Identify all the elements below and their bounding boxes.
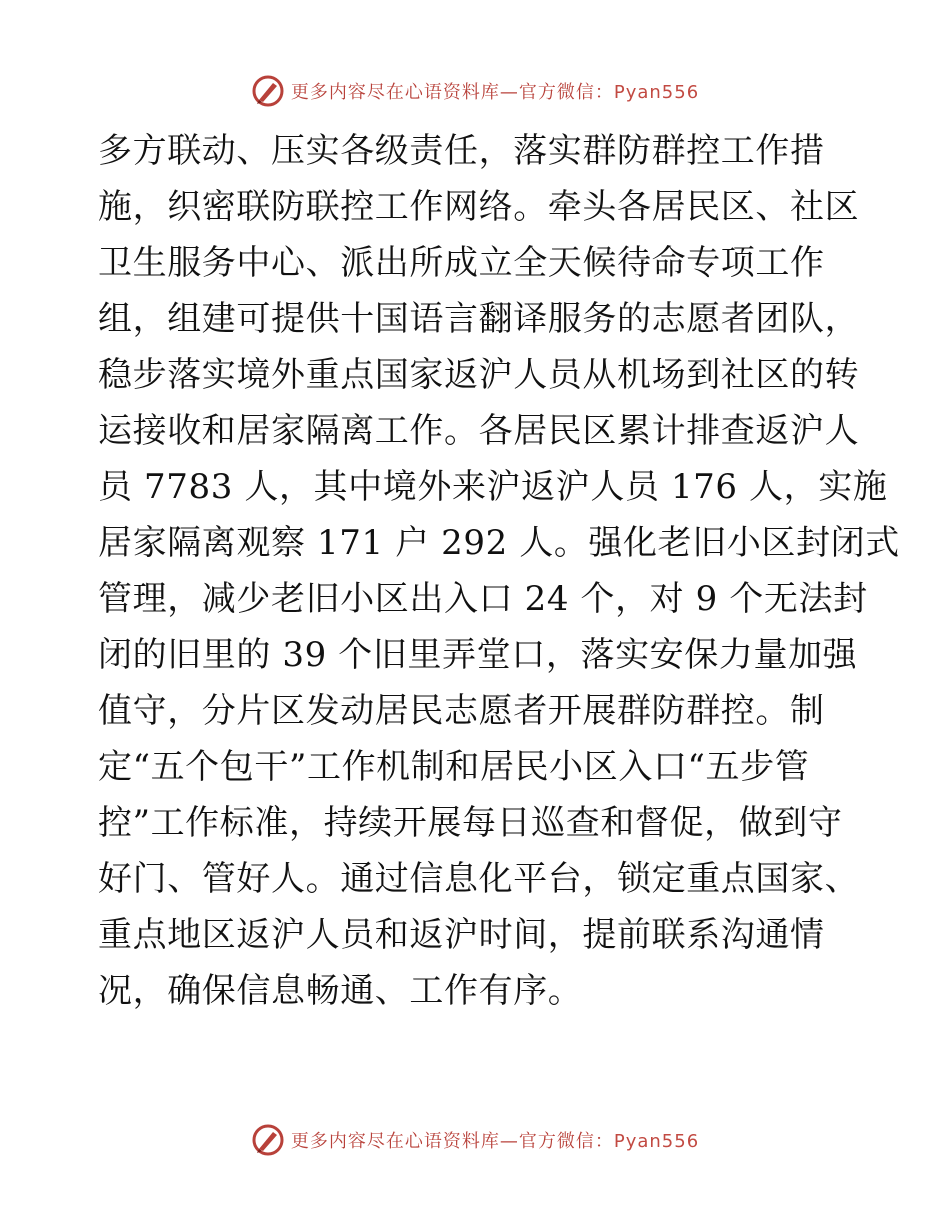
body-line: 多方联动、压实各级责任，落实群防群控工作措 [98, 131, 825, 171]
body-line: 定“五个包干”工作机制和居民小区入口“五步管 [98, 747, 810, 787]
body-line: 管理，减少老旧小区出入口 24 个，对 9 个无法封 [98, 579, 868, 619]
body-line: 卫生服务中心、派出所成立全天候待命专项工作 [98, 243, 825, 283]
body-line: 好门、管好人。通过信息化平台，锁定重点国家、 [98, 859, 860, 899]
pen-logo-icon [251, 1123, 285, 1157]
body-line: 运接收和居家隔离工作。各居民区累计排查返沪人 [98, 411, 860, 451]
body-line: 员 7783 人，其中境外来沪返沪人员 176 人，实施 [98, 467, 888, 507]
body-line: 施，织密联防联控工作网络。牵头各居民区、社区 [98, 187, 860, 227]
header-watermark [0, 71, 950, 111]
document-body [98, 123, 900, 1019]
body-line: 控”工作标准，持续开展每日巡查和督促，做到守 [98, 803, 843, 843]
watermark-text: 更多内容尽在心语资料库—官方微信：Pyan556 [290, 82, 700, 103]
body-line: 居家隔离观察 171 户 292 人。强化老旧小区封闭式 [98, 523, 900, 563]
footer-watermark [0, 1120, 950, 1160]
body-line: 重点地区返沪人员和返沪时间，提前联系沟通情 [98, 915, 825, 955]
body-line: 值守，分片区发动居民志愿者开展群防群控。制 [98, 691, 825, 731]
watermark-text: 更多内容尽在心语资料库—官方微信：Pyan556 [290, 1131, 700, 1152]
pen-logo-icon [251, 74, 285, 108]
body-line: 况，确保信息畅通、工作有序。 [98, 971, 583, 1011]
body-line: 组，组建可提供十国语言翻译服务的志愿者团队， [98, 299, 860, 339]
body-line: 稳步落实境外重点国家返沪人员从机场到社区的转 [98, 355, 860, 395]
body-line: 闭的旧里的 39 个旧里弄堂口，落实安保力量加强 [98, 635, 858, 675]
